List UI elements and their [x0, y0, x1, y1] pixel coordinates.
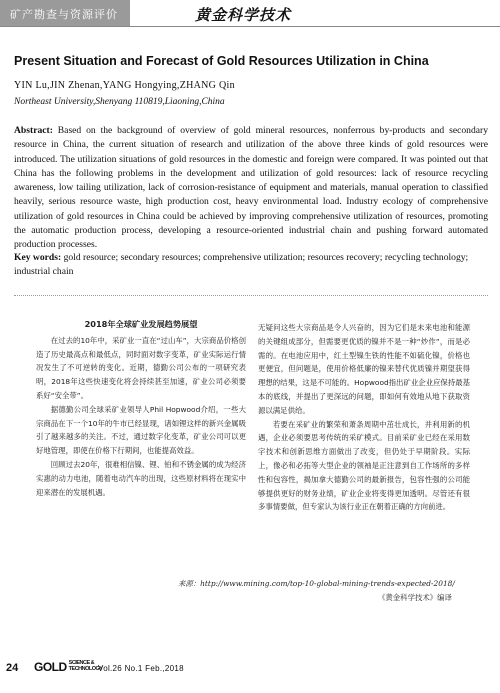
- journal-name: 黄金科学技术: [195, 6, 292, 24]
- news-paragraph: 回顾过去20年，很难相信镍、锂、铂和不锈金属的成为经济实惠的动力电池，随着电动汽车的出现，这些原材料将在现实中迎来潜在的发展机遇。: [36, 459, 246, 497]
- logo-text: GOLD: [34, 660, 67, 674]
- section-tab: [0, 0, 130, 26]
- page-header: [0, 0, 500, 26]
- news-heading: 2018年全球矿业发展趋势展望: [84, 319, 198, 329]
- abstract-text: Based on the background of overview of gold mineral resources, nonferrous by-products and secondary resource in China, the current situation of research and utilization of the above three kinds of gold resources were introduced. The utilization situations of gold resources in the domestic and foreign were compared. It was pointed out that China has the following problems in the development and utilization of gold resources: lack of resource recycling awareness, low tailing utilization, lack of corrosion-resistance of equipment and materials, manual operation to classified heavily, serious resource waste, high production cost, heavy environmental load. Industry ecology of comprehensive utilization of gold resources in China could be achieved by improving comprehensive utilization of resources, promoting the automatic production process, developing a resource-oriented industrial chain and pushing forward automated production processes.: [14, 125, 488, 251]
- abstract-label: Abstract:: [14, 125, 53, 136]
- article-authors: YIN Lu,JIN Zhenan,YANG Hongying,ZHANG Qin: [14, 80, 235, 91]
- page-number: 24: [6, 662, 19, 674]
- keywords-text: gold resource; secondary resources; comprehensive utilization; resources recovery; recycling technology; industrial chain: [14, 252, 469, 278]
- keywords-label: Key words:: [14, 252, 62, 263]
- section-divider: [14, 295, 488, 296]
- logo-subtext: SCIENCE & TECHNOLOGY: [68, 660, 103, 672]
- header-rule: [0, 26, 500, 27]
- news-column-left: [36, 318, 246, 499]
- news-compiler: 《黄金科学技术》编译: [378, 593, 452, 602]
- news-paragraph: 无疑问这些大宗商品是令人兴奋的，因为它们是未来电池和能源的关键组成部分，但需要更优质的镍并不是一种“炒作”，而是必需的。在电池应用中，红土型镍生铁的性能不如硫化镍，价格也更便宜，但问题是，使用价格低廉的镍来替代优质镍并期望获得理想的结果，这是不可能的。Hopwood指出矿业企业应保持最基本的底线，并提出了更深远的问题，即如何有效地从地下获取资源以满足供给。: [258, 323, 470, 415]
- news-source: 来源：http://www.mining.com/top-10-global-mining-trends-expected-2018/: [178, 579, 455, 588]
- news-paragraph: 在过去的10年中，采矿业一直在“过山车”，大宗商品价格创造了历史最高点和最低点，同时面对数字变革，矿业实际运行情况发生了不可逆转的变化。近期，德勤公司公布的一项研究表明，2018年这些快速变化将会持续甚至加速，矿业公司必须要系好“安全带”。: [36, 335, 246, 400]
- journal-banner: [130, 0, 500, 26]
- article-title: Present Situation and Forecast of Gold Resources Utilization in China: [14, 54, 429, 68]
- section-label: 矿产勘查与资源评价: [10, 8, 118, 21]
- news-paragraph: 若要在采矿业的繁荣和萧条周期中茁壮成长，并利用新的机遇，企业必须要思考传统的采矿模式。目前采矿业已经在采用数字技术和创新思维方面做出了改变，但仍处于早期阶段。实际上，像必和必拓等大型企业的领袖是正注意到自工作场所的多样性和包容性，揭加拿大德勤公司的最新报告，包容性强的公司能够提供更好的财务业绩，矿业企业将变得更加透明。尽管还有很多事情要做，但专家认为该行业正在朝着正确的方向前进。: [258, 419, 470, 512]
- issue-info: Vol.26 No.1 Feb.,2018: [98, 664, 184, 673]
- news-column-right: [258, 321, 470, 514]
- keywords: [14, 251, 488, 280]
- news-paragraph: 据德勤公司全球采矿业领导人Phil Hopwood介绍，一些大宗商品在下一个10年的牛市已经显现，诸如锂这样的新兴金属吸引了越来越多的关注。不过，通过数字化变革，矿业公司可以更好地管理，即使在价格下行期间，也能提高效益。: [36, 404, 246, 456]
- abstract: [14, 124, 488, 253]
- journal-logo: [34, 660, 103, 674]
- article-affiliation: Northeast University,Shenyang 110819,Liaoning,China: [14, 97, 225, 107]
